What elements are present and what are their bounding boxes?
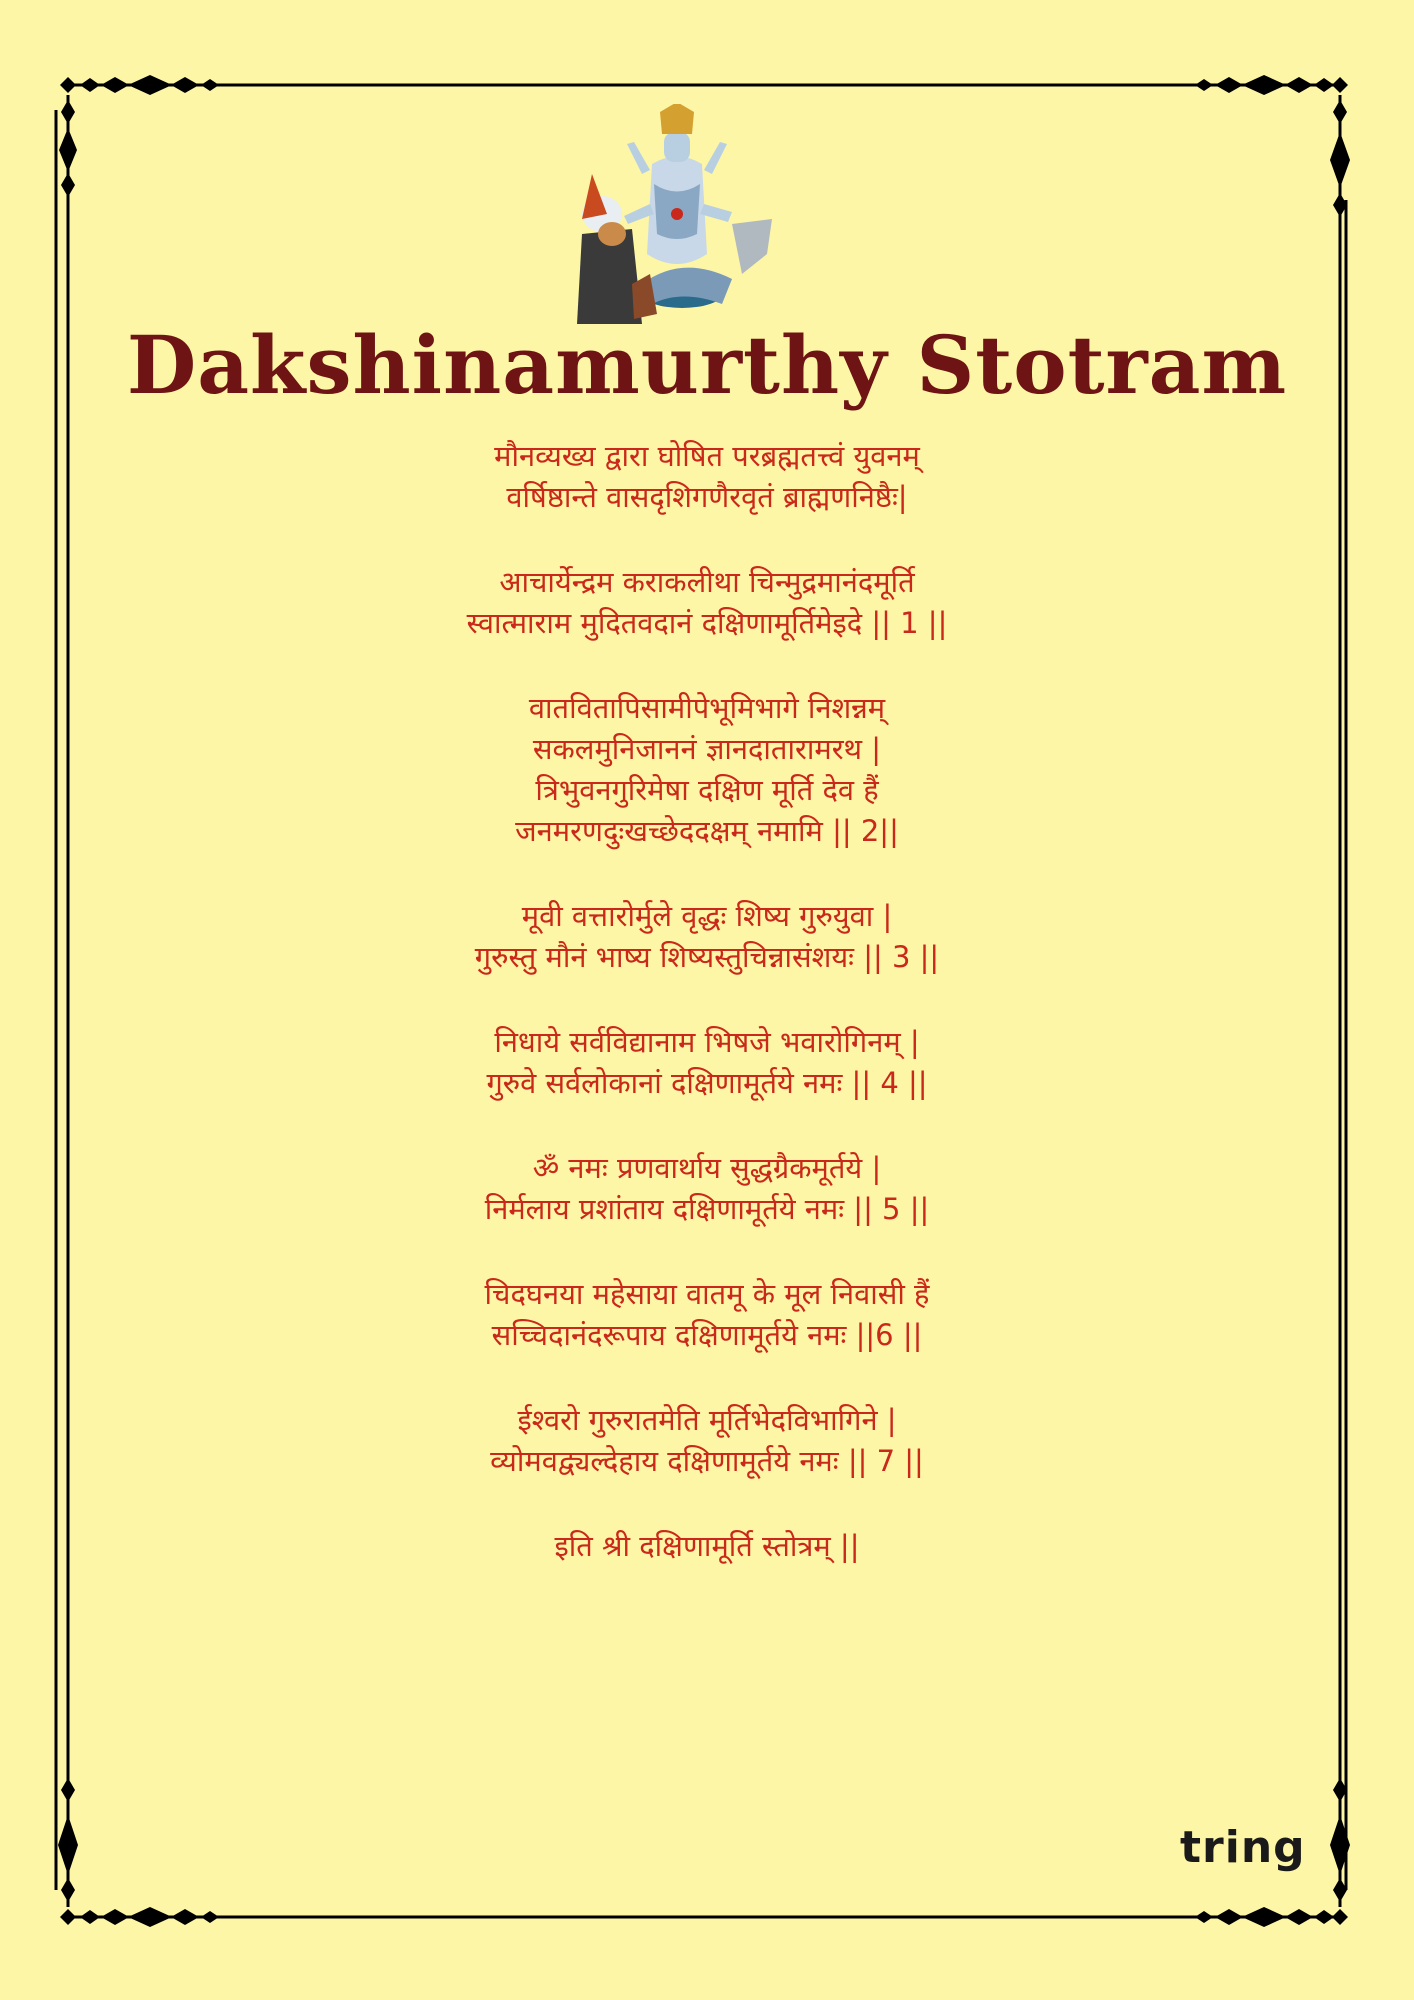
border-diamond-ornament [1242,75,1286,95]
border-diamond-ornament [60,1909,76,1925]
dakshinamurthy-deity-image [572,104,777,324]
border-diamond-ornament [101,1909,129,1925]
border-diamond-ornament [128,1907,172,1927]
verse-line: सच्चिदानंदरूपाय दक्षिणामूर्तये नमः ||6 || [491,1318,923,1352]
brand-logo: tring [1180,1822,1306,1873]
border-diamond-ornament [61,100,75,124]
border-diamond-ornament [1332,77,1348,93]
verse-line: निर्मलाय प्रशांताय दक्षिणामूर्तये नमः || 5 || [484,1192,930,1226]
border-diamond-ornament [171,1909,199,1925]
stanza [200,1526,1214,1567]
border-diamond-ornament [1215,1909,1243,1925]
verse-line: वर्षिष्ठान्ते वासदृशिगणैरवृतं ब्राह्मणनिष्ठैः| [506,480,908,514]
border-diamond-ornament [1332,1909,1348,1925]
page-title: Dakshinamurthy Stotram [126,318,1288,412]
verse-line: स्वात्माराम मुदितवदानं दक्षिणामूर्तिमेइदे || 1 || [466,606,948,640]
border-diamond-ornament [1195,1911,1213,1923]
border-diamond-ornament [1333,100,1347,124]
verse-line: ईश्वरो गुरुरातमेति मूर्तिभेदविभागिने | [517,1403,897,1437]
stanza [200,688,1214,852]
border-diamond-ornament [61,1778,75,1802]
border-diamond-ornament [101,77,129,93]
border-diamond-ornament [1242,1907,1286,1927]
verse-line: चिदघनया महेसाया वातमू के मूल निवासी हैं [484,1277,930,1311]
border-diamond-ornament [128,75,172,95]
verse-line: वातवितापिसामीपेभूमिभागे निशन्नम् [528,691,886,725]
border-diamond-ornament [1330,132,1350,188]
verse-line: जनमरणदुःखच्छेददक्षम् नमामि || 2|| [515,814,899,848]
verse-line: इति श्री दक्षिणामूर्ति स्तोत्रम् || [554,1529,860,1563]
stotram-verses [200,436,1214,1611]
verse-line: गुरुस्तु मौनं भाष्य शिष्यस्तुचिन्नासंशयः || 3 || [474,940,940,974]
verse-line: गुरुवे सर्वलोकानां दक्षिणामूर्तये नमः || 4 || [486,1066,928,1100]
border-diamond-ornament [61,1878,75,1902]
border-diamond-ornament [1285,1909,1313,1925]
verse-line: त्रिभुवनगुरिमेषा दक्षिण मूर्ति देव हैं [535,773,879,807]
border-diamond-ornament [201,1911,219,1923]
stanza [200,436,1214,518]
verse-line: आचार्येन्द्रम कराकलीथा चिन्मुद्रमानंदमूर्ति [499,565,915,599]
border-diamond-ornament [61,173,75,197]
verse-line: सकलमुनिजाननं ज्ञानदातारामरथ | [532,732,882,766]
border-diamond-ornament [201,79,219,91]
border-diamond-ornament [80,1910,100,1924]
border-diamond-ornament [60,77,76,93]
verse-line: मूवी वत्तारोर्मुले वृद्धः शिष्य गुरुयुवा | [521,899,893,933]
stanza [200,1148,1214,1230]
border-diamond-ornament [1215,77,1243,93]
verse-line: मौनव्यख्य द्वारा घोषित परब्रह्मतत्त्वं युवनम् [494,439,920,473]
border-diamond-ornament [171,77,199,93]
stanza [200,896,1214,978]
border-diamond-ornament [1285,77,1313,93]
stanza [200,1022,1214,1104]
stanza [200,1274,1214,1356]
border-diamond-ornament [1314,1910,1334,1924]
stanza [200,1400,1214,1482]
border-diamond-ornament [1314,78,1334,92]
border-diamond-ornament [1195,79,1213,91]
verse-line: निधाये सर्वविद्यानाम भिषजे भवारोगिनम् | [494,1025,920,1059]
border-diamond-ornament [59,128,77,172]
verse-line: ॐ नमः प्रणवार्थाय सुद्धग्रैकमूर्तये | [532,1151,882,1185]
border-diamond-ornament [58,1815,78,1875]
verse-line: व्योमवद्व्यल्देहाय दक्षिणामूर्तये नमः || 7 || [490,1444,924,1478]
stanza [200,562,1214,644]
border-diamond-ornament [80,78,100,92]
